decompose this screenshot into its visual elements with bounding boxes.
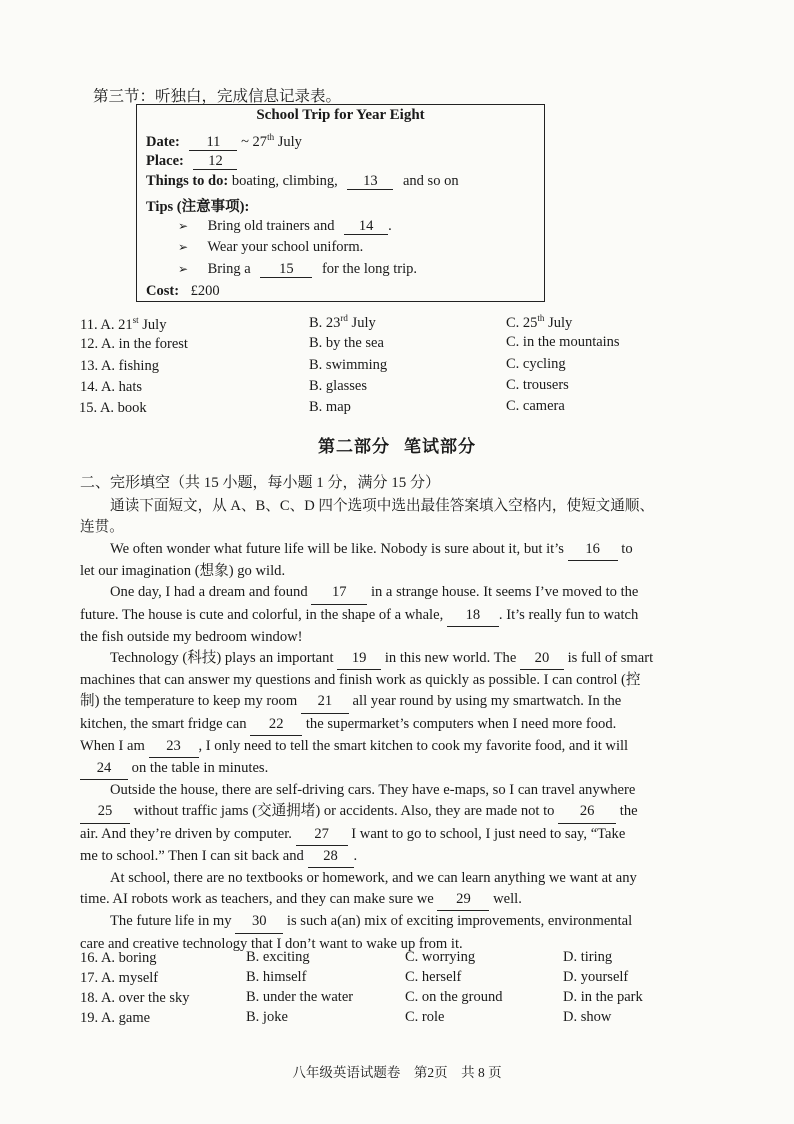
option-13-a: 13. A. fishing [80,358,159,374]
option-16-a: 16. A. boring [80,950,157,966]
option-11-c: C. 25th July [506,313,573,331]
trip-info-table [136,104,545,302]
things-text: boating, climbing, [231,173,338,189]
option-12-a: 12. A. in the forest [80,336,188,352]
place-label: Place: [146,153,184,169]
blank-19: 19 [337,648,381,670]
cloze-instructions: 通读下面短文，从 A、B、C、D 四个选项中选出最佳答案填入空格内，使短文通顺、 连贯。 [80,498,655,536]
tip-3 [146,261,417,278]
blank-12: 12 [193,154,237,170]
option-15-a: 15. A. book [79,400,147,416]
cloze-heading: 二、完形填空（共 15 小题，每小题 1 分，满分 15 分） [80,475,441,491]
blank-18: 18 [447,605,499,627]
tip3-text: Bring a [207,261,251,277]
option-12-b: B. by the sea [309,335,384,351]
part2-label: 第二部分 [318,437,390,456]
option-19-c: C. role [405,1009,445,1025]
date-label: Date: [146,133,180,150]
trip-things-row [146,173,459,190]
page-footer: 八年级英语试题卷 第2页 共 8 页 [292,1065,502,1080]
cost-label: Cost: [146,283,180,299]
date-end: ~ 27th July [241,132,302,150]
blank-25: 25 [80,801,130,823]
blank-21: 21 [301,691,349,713]
option-13-b: B. swimming [309,357,388,373]
things-end: and so on [403,173,459,189]
part2-subtitle: 笔试部分 [404,437,476,456]
option-13-c: C. cycling [506,356,566,372]
blank-20: 20 [520,648,564,670]
option-17-c: C. herself [405,969,462,985]
option-18-b: B. under the water [246,989,354,1005]
option-18-a: 18. A. over the sky [80,990,190,1006]
blank-26: 26 [558,801,616,823]
option-18-d: D. in the park [563,989,643,1005]
blank-16: 16 [568,539,618,561]
option-11-a: 11. A. 21st July [80,315,167,333]
tip1-text: Bring old trainers and [207,218,335,234]
option-16-b: B. exciting [246,949,310,965]
trip-cost-row [146,283,220,300]
blank-30: 30 [235,911,283,933]
option-14-b: B. glasses [309,378,367,394]
blank-14: 14 [344,219,388,235]
tip-2 [146,239,363,256]
arrow-icon: ➢ [178,262,189,276]
option-19-a: 19. A. game [80,1010,151,1026]
cost-value: £200 [190,283,220,299]
trip-tips-row [146,195,249,216]
option-19-d: D. show [563,1009,612,1025]
blank-29: 29 [437,889,489,911]
option-16-c: C. worrying [405,949,476,965]
option-15-c: C. camera [506,398,565,414]
option-11-b: B. 23rd July [309,313,376,331]
option-12-c: C. in the mountains [506,334,620,350]
blank-23: 23 [149,736,199,758]
option-19-b: B. joke [246,1009,288,1025]
blank-22: 22 [250,714,302,736]
tip3-end: for the long trip. [321,261,418,277]
option-18-c: C. on the ground [405,989,503,1005]
blank-24: 24 [80,758,128,780]
tip1-end: . [388,218,392,234]
option-17-a: 17. A. myself [80,970,159,986]
tip2-text: Wear your school uniform. [207,239,364,255]
things-label: Things to do: [146,173,229,189]
blank-17: 17 [311,582,367,604]
cloze-passage: We often wonder what future life will be like. Nobody is sure about it, but it’s 16 to let our imagination (想象) go wild. One day, I had a dream and found 17 in a strange house. It seems I’ve moved to the future. The house is cute and colorful, in the shape of a whale, 18 . It’s really fun to watch the fish outside my bedroom window! Technology (科技) plays an important 19 in this new world. The 20 is full of smart machines that can answer my questions and finish work as quickly as possible. I can control (控 制) the temperature to keep my room 21 all year round by using my smartwatch. In the kitchen, the smart fridge can 22 the supermarket’s computers when I need more food. When I am 23 , I only need to tell the smart kitchen to cook my favorite food, and it will 24 on the table in minutes. Outside the house, there are self-driving cars. They have e-maps, so I can travel anywhere 25 without traffic jams (交通拥堵) or accidents. Also, they are made not to 26 the air. And they’re driven by computer. 27 I want to go to school, I just need to say, “Take me to school.” Then I can sit back and 28 . At school, there are no textbooks or homework, and we can learn anything we want at any time. AI robots work as teachers, and they can make sure we 29 well. The future life in my 30 is such a(an) mix of exciting improvements, environmental care and creative technology that I don’t want to wake up from it. [80,541,654,952]
blank-28: 28 [308,846,354,868]
tip-1 [146,218,392,235]
option-17-b: B. himself [246,969,307,985]
option-17-d: D. yourself [563,969,629,985]
option-16-d: D. tiring [563,949,613,965]
tips-label: Tips [146,199,174,215]
tips-cn: (注意事项): [176,199,250,215]
arrow-icon: ➢ [178,219,189,233]
option-14-c: C. trousers [506,377,569,393]
part2-heading [0,432,794,457]
blank-15: 15 [260,262,312,278]
trip-place-row [146,153,237,170]
option-14-a: 14. A. hats [80,379,143,395]
section3-title: 第三节：听独白，完成信息记录表。 [93,88,342,105]
blank-11: 11 [189,135,237,151]
trip-title: School Trip for Year Eight [256,107,425,123]
option-15-b: B. map [309,399,351,415]
blank-13: 13 [347,174,393,190]
blank-27: 27 [296,824,348,846]
trip-date-row [146,132,302,151]
arrow-icon: ➢ [178,240,189,254]
